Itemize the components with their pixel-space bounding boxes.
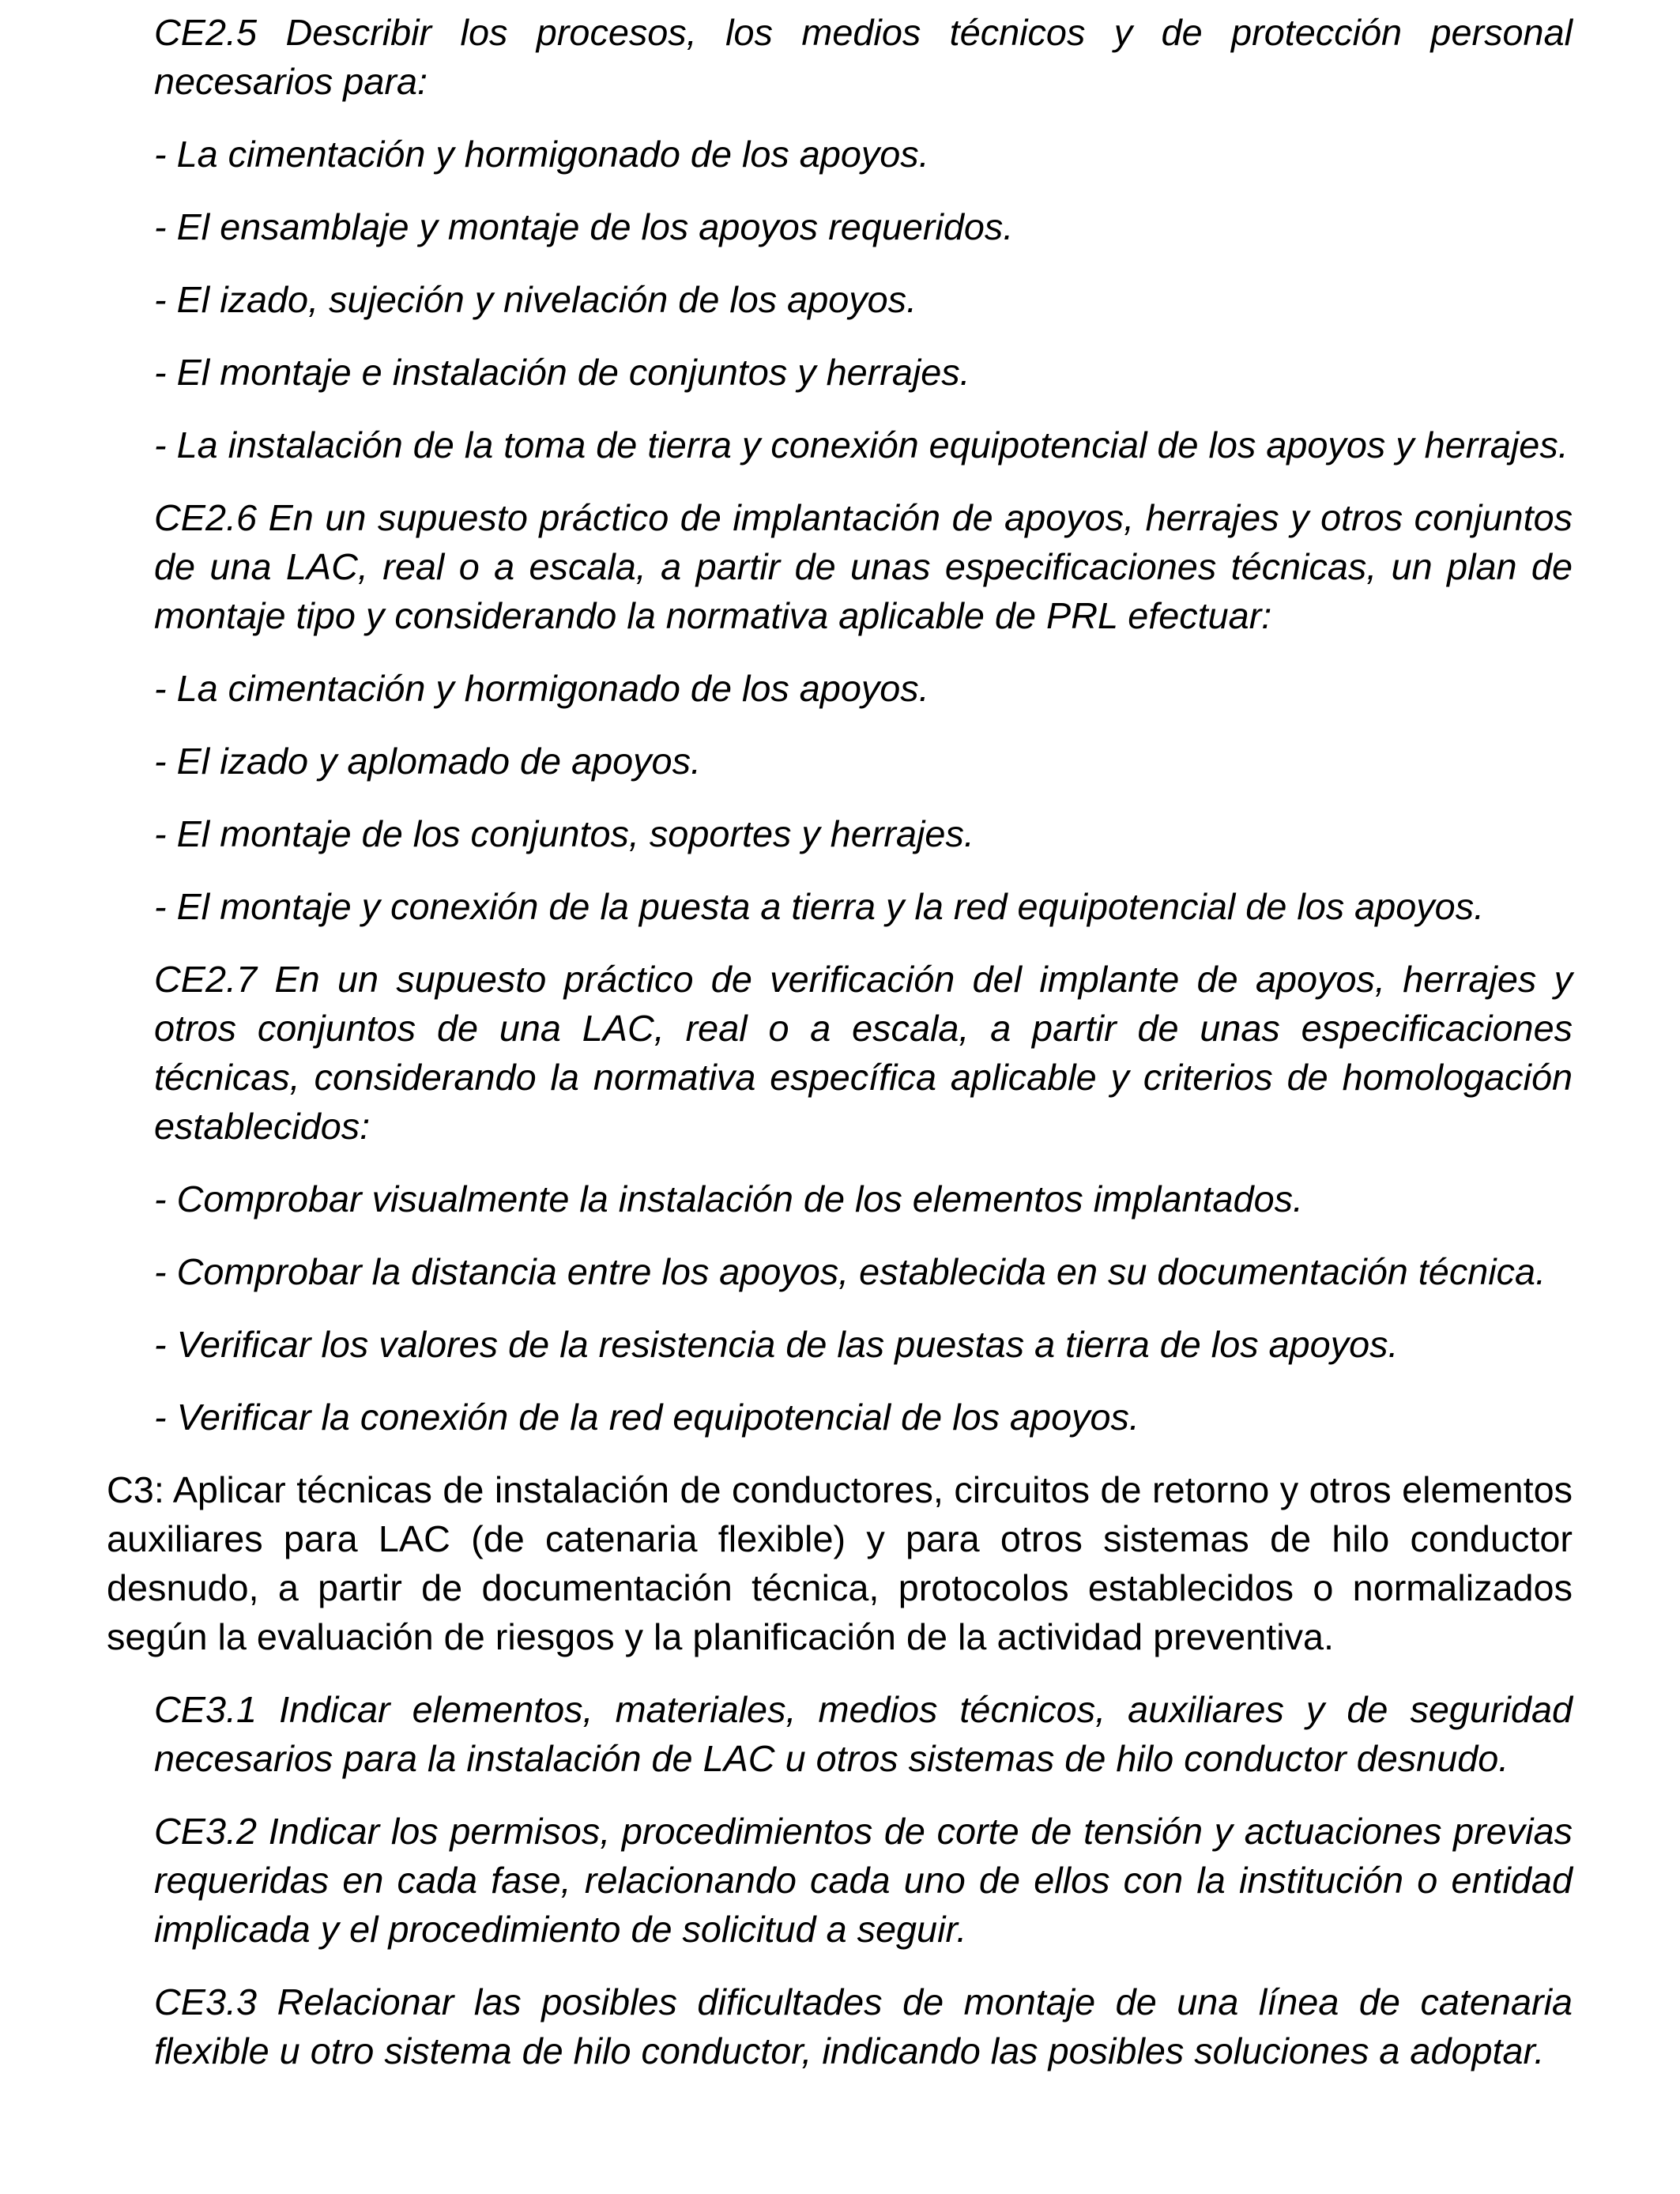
bullet-item: - La cimentación y hormigonado de los apoyos. — [154, 668, 929, 709]
bullet-item: - El montaje de los conjuntos, soportes y herrajes. — [154, 813, 974, 854]
paragraph-ce3-3: CE3.3 Relacionar las posibles dificultades de montaje de una línea de catenaria flexible u otro sistema de hilo conductor, indicando las posibles soluciones a adoptar. — [154, 1981, 1573, 2071]
bullet-item: - El montaje e instalación de conjuntos y herrajes. — [154, 352, 970, 393]
paragraph-ce3-1: CE3.1 Indicar elementos, materiales, medios técnicos, auxiliares y de seguridad necesarios para la instalación de LAC u otros sistemas de hilo conductor desnudo. — [154, 1689, 1573, 1779]
bullet-item: - La instalación de la toma de tierra y conexión equipotencial de los apoyos y herrajes. — [154, 424, 1569, 466]
bullet-item: - El izado, sujeción y nivelación de los apoyos. — [154, 279, 917, 320]
bullet-item: - El montaje y conexión de la puesta a tierra y la red equipotencial de los apoyos. — [154, 886, 1485, 927]
bullet-item: - La cimentación y hormigonado de los apoyos. — [154, 134, 929, 175]
bullet-item: - Verificar los valores de la resistencia de las puestas a tierra de los apoyos. — [154, 1324, 1399, 1365]
paragraph-c3: C3: Aplicar técnicas de instalación de conductores, circuitos de retorno y otros elementos auxiliares para LAC (de catenaria flexible) y para otros sistemas de hilo conductor desnudo, a partir de documentación técnica, protocolos establecidos o normalizados según la evaluación de riesgos y la planificación de la actividad preventiva. — [107, 1469, 1573, 1657]
paragraph-ce2-6: CE2.6 En un supuesto práctico de implantación de apoyos, herrajes y otros conjuntos de una LAC, real o a escala, a partir de unas especificaciones técnicas, un plan de montaje tipo y considerando la normativa aplicable de PRL efectuar: — [154, 497, 1573, 636]
bullet-item: - Comprobar la distancia entre los apoyos, establecida en su documentación técnica. — [154, 1251, 1546, 1292]
bullet-item: - El izado y aplomado de apoyos. — [154, 741, 701, 782]
bullet-item: - Verificar la conexión de la red equipotencial de los apoyos. — [154, 1397, 1139, 1438]
paragraph-ce2-5: CE2.5 Describir los procesos, los medios técnicos y de protección personal necesarios para: — [154, 12, 1573, 102]
bullet-item: - El ensamblaje y montaje de los apoyos requeridos. — [154, 206, 1014, 247]
paragraph-ce2-7: CE2.7 En un supuesto práctico de verificación del implante de apoyos, herrajes y otros conjuntos de una LAC, real o a escala, a partir de unas especificaciones técnicas, considerando la normativa específica aplicable y criterios de homologación establecidos: — [154, 959, 1573, 1147]
bullet-item: - Comprobar visualmente la instalación de los elementos implantados. — [154, 1178, 1304, 1220]
paragraph-ce3-2: CE3.2 Indicar los permisos, procedimientos de corte de tensión y actuaciones previas requeridas en cada fase, relacionando cada uno de ellos con la institución o entidad implicada y el procedimiento de solicitud a seguir. — [154, 1811, 1573, 1950]
